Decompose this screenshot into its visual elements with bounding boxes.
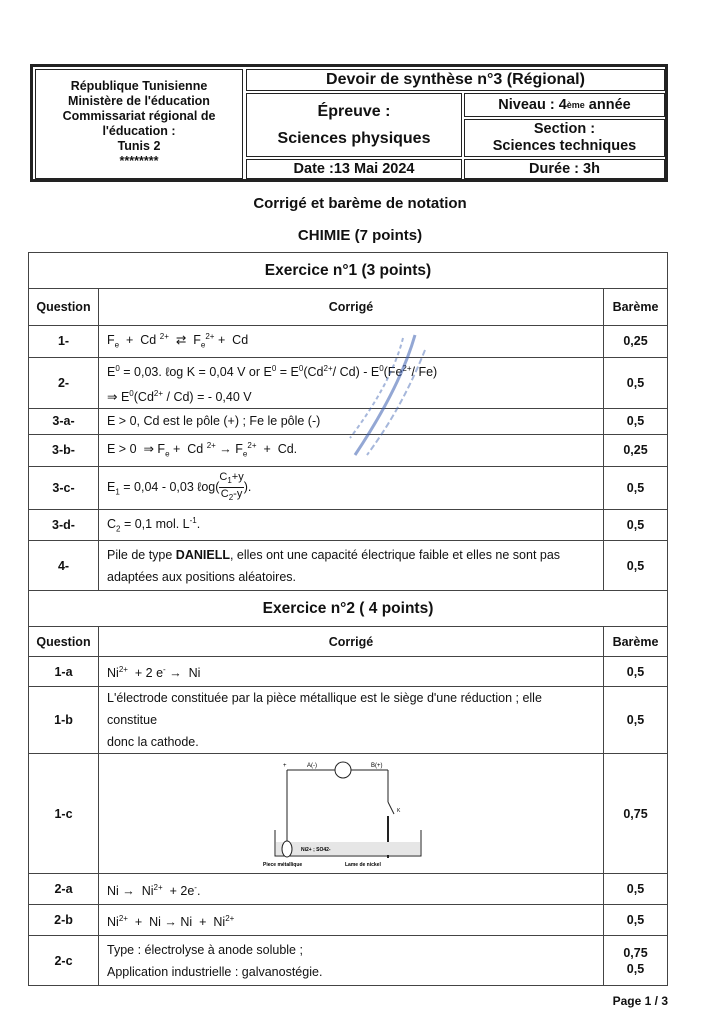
- bareme-value: 0,5: [604, 687, 668, 754]
- table-row: [29, 657, 668, 687]
- answer-cell: $C_2 = 0,1$ mol. $L^{-1}$.: [99, 509, 604, 541]
- exercise-2-title: Exercice n°2 ( 4 points): [29, 591, 668, 627]
- bareme-value: 0,25: [604, 326, 668, 358]
- question-num: 3-d-: [29, 509, 99, 541]
- section-value: Sciences techniques: [492, 138, 637, 154]
- answer-cell: $Ni \to Ni^{2+} + 2e^-$.: [99, 874, 604, 905]
- answer-cell: $E^0 = 0,03$. ℓog K = 0,04 V or $E^0 = E^0(Cd^{2+}/$ $Cd) - E^0(Fe^{2+}/$ Fe) ⇒ $E^0(Cd^{2+} / Cd)$ = - 0,40 V: [99, 357, 604, 408]
- table-row: [29, 541, 668, 591]
- bareme-value: 0,5: [604, 509, 668, 541]
- bareme-value: 0,75: [604, 754, 668, 874]
- question-num: 4-: [29, 541, 99, 591]
- epreuve-label: Épreuve :: [317, 103, 391, 120]
- table-row: [29, 326, 668, 358]
- switch: [388, 802, 394, 814]
- table-row: [29, 357, 668, 408]
- table-row: [29, 754, 668, 874]
- question-num: 3-b-: [29, 434, 99, 466]
- question-num: 1-c: [29, 754, 99, 874]
- col-bareme: Barème: [604, 289, 668, 326]
- bareme-value: 0,5: [604, 357, 668, 408]
- question-num: 2-c: [29, 936, 99, 986]
- answer-line: L'électrode constituée par la pièce métallique est le siège d'une réduction ; elle constitue: [107, 691, 542, 728]
- table-row: [29, 509, 668, 541]
- plus-label: +: [283, 762, 287, 769]
- section-label: Section :: [533, 121, 596, 137]
- table-row: [29, 905, 668, 936]
- bareme-value: [604, 936, 668, 986]
- table-row: [29, 936, 668, 986]
- electrolysis-diagram: [261, 758, 441, 870]
- table-row: [29, 434, 668, 466]
- anode-label: A(-): [307, 762, 317, 769]
- question-num: 1-: [29, 326, 99, 358]
- epreuve-block: [246, 93, 462, 157]
- question-num: 1-a: [29, 657, 99, 687]
- col-corrige: Corrigé: [99, 289, 604, 326]
- bareme-line: 0,75: [623, 945, 648, 960]
- table-row: [29, 687, 668, 754]
- answer-cell: [99, 936, 604, 986]
- niveau: Niveau : 4 ème année: [464, 93, 665, 117]
- question-num: 1-b: [29, 687, 99, 754]
- exercise-1-table: [28, 252, 668, 986]
- exam-duration: Durée : 3h: [464, 159, 665, 179]
- bareme-value: 0,5: [604, 541, 668, 591]
- answer-cell: Pile de type DANIELL, elles ont une capacité électrique faible et elles ne sont pas adaptées aux positions aléatoires.: [99, 541, 604, 591]
- bareme-value: 0,5: [604, 905, 668, 936]
- question-num: 2-b: [29, 905, 99, 936]
- epreuve-value: Sciences physiques: [277, 130, 431, 147]
- generator-symbol: [335, 762, 351, 778]
- question-num: 3-c-: [29, 466, 99, 509]
- institution-line: Ministère de l'éducation: [68, 94, 210, 108]
- answer-line: Type : électrolyse à anode soluble ;: [107, 942, 303, 957]
- answer-cell: E > 0, Cd est le pôle (+) ; Fe le pôle (-): [99, 408, 604, 434]
- answer-cell: $Ni^{2+} + 2$ e- → Ni: [99, 657, 604, 687]
- left-label: Piece métallique: [263, 861, 303, 868]
- bareme-line: 0,5: [626, 961, 645, 976]
- section-block: [464, 119, 665, 157]
- institution-line: ********: [119, 154, 159, 168]
- col-question: Question: [29, 627, 99, 657]
- bareme-value: 0,5: [604, 408, 668, 434]
- cathode-label: B(+): [371, 762, 383, 769]
- bareme-value: 0,5: [604, 466, 668, 509]
- exam-date: Date :13 Mai 2024: [246, 159, 462, 179]
- answer-line: donc la cathode.: [107, 735, 199, 750]
- right-label: Lame de nickel: [345, 861, 381, 868]
- part-title: CHIMIE (7 points): [297, 227, 423, 244]
- exam-title: Devoir de synthèse n°3 (Régional): [246, 69, 665, 91]
- table-row: [29, 408, 668, 434]
- metal-piece: [282, 841, 292, 857]
- institution-line: Tunis 2: [117, 139, 161, 153]
- diagram-cell: [99, 754, 604, 874]
- question-num: 2-a: [29, 874, 99, 905]
- table-row: [29, 466, 668, 509]
- solution: [276, 842, 420, 855]
- col-question: Question: [29, 289, 99, 326]
- doc-title: Corrigé et barème de notation: [253, 195, 467, 212]
- page-number: Page 1 / 3: [612, 994, 668, 1008]
- switch-label: K: [397, 807, 401, 814]
- col-corrige: Corrigé: [99, 627, 604, 657]
- answer-cell: $E_1 = 0,04 - 0,03$ ℓog( $\frac{C_1+y}{C_2-y}$ ).: [99, 466, 604, 509]
- answer-cell: E > 0 ⇒ $F_e + Cd$ $^{2+} \to F_e^{2+} + Cd$.: [99, 434, 604, 466]
- solution-label: Ni2+ ; SO42-: [301, 846, 331, 853]
- question-num: 2-: [29, 357, 99, 408]
- institution-line: République Tunisienne: [70, 79, 208, 93]
- institution-block: [35, 69, 243, 179]
- bareme-value: 0,5: [604, 657, 668, 687]
- table-row: [29, 874, 668, 905]
- institution-line: Commissariat régional de: [62, 109, 216, 123]
- answer-line: Application industrielle : galvanostégie.: [107, 964, 323, 979]
- col-bareme: Barème: [604, 627, 668, 657]
- answer-cell: $F_e + Cd$ $^{2+}$ ⇄ $F_e^{2+} + Cd$: [99, 326, 604, 358]
- answer-cell: $Ni^{2+} + Ni \to Ni + Ni^{2+}$: [99, 905, 604, 936]
- institution-line: l'éducation :: [102, 124, 176, 138]
- answer-cell: [99, 687, 604, 754]
- answer-line: adaptées aux positions aléatoires.: [107, 569, 297, 584]
- bareme-value: 0,5: [604, 874, 668, 905]
- question-num: 3-a-: [29, 408, 99, 434]
- bareme-value: 0,25: [604, 434, 668, 466]
- header-box: [30, 64, 668, 182]
- fraction: $\frac{C_1+y}{C_2-y}$: [219, 470, 244, 503]
- exercise-1-title: Exercice n°1 (3 points): [29, 253, 668, 289]
